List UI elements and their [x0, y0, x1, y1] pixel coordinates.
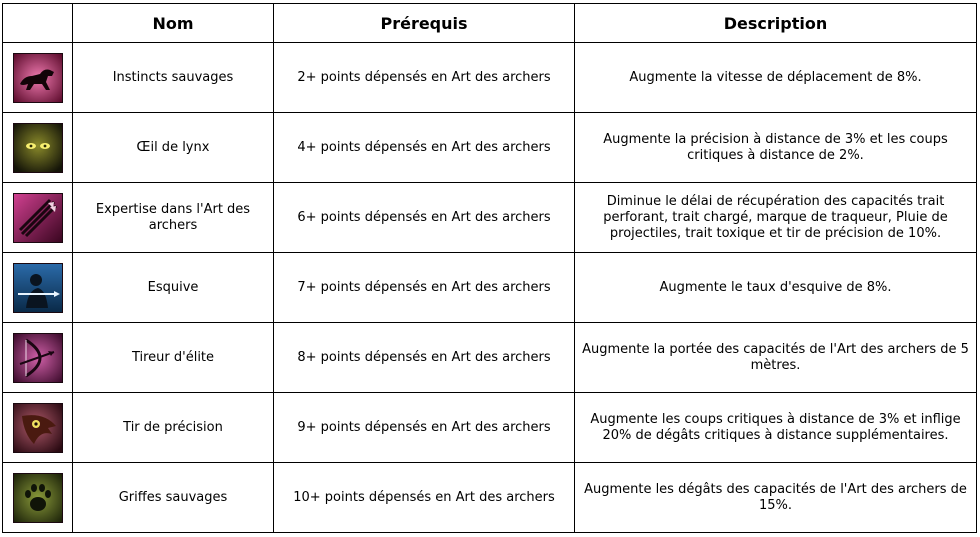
skill-prereq: 9+ points dépensés en Art des archers	[274, 393, 575, 463]
skill-prereq: 2+ points dépensés en Art des archers	[274, 43, 575, 113]
skill-name: Tireur d'élite	[73, 323, 274, 393]
table-row	[3, 393, 977, 463]
icon-cell	[3, 393, 73, 463]
skill-name: Instincts sauvages	[73, 43, 274, 113]
table-row	[3, 253, 977, 323]
table-row	[3, 43, 977, 113]
skill-description: Augmente la précision à distance de 3% et les coups critiques à distance de 2%.	[575, 113, 977, 183]
skill-description: Augmente la portée des capacités de l'Art des archers de 5 mètres.	[575, 323, 977, 393]
panther-icon	[13, 53, 63, 103]
skill-prereq: 8+ points dépensés en Art des archers	[274, 323, 575, 393]
icon-cell	[3, 183, 73, 253]
icon-cell	[3, 113, 73, 183]
skill-description: Augmente le taux d'esquive de 8%.	[575, 253, 977, 323]
skill-prereq: 6+ points dépensés en Art des archers	[274, 183, 575, 253]
table-row	[3, 113, 977, 183]
header-icon	[3, 4, 73, 43]
skill-name: Expertise dans l'Art des archers	[73, 183, 274, 253]
icon-cell	[3, 463, 73, 533]
skill-name: Œil de lynx	[73, 113, 274, 183]
skill-prereq: 10+ points dépensés en Art des archers	[274, 463, 575, 533]
bow-icon	[13, 333, 63, 383]
skill-description: Augmente la vitesse de déplacement de 8%.	[575, 43, 977, 113]
lynx-eyes-icon	[13, 123, 63, 173]
skill-description: Augmente les coups critiques à distance de 3% et inflige 20% de dégâts critiques à distance supplémentaires.	[575, 393, 977, 463]
dodge-icon	[13, 263, 63, 313]
icon-cell	[3, 323, 73, 393]
header-prereq: Prérequis	[274, 4, 575, 43]
hawk-icon	[13, 403, 63, 453]
header-row	[3, 4, 977, 43]
skill-description: Augmente les dégâts des capacités de l'Art des archers de 15%.	[575, 463, 977, 533]
skill-name: Esquive	[73, 253, 274, 323]
icon-cell	[3, 43, 73, 113]
icon-cell	[3, 253, 73, 323]
skill-name: Tir de précision	[73, 393, 274, 463]
skill-prereq: 7+ points dépensés en Art des archers	[274, 253, 575, 323]
skills-table	[2, 3, 977, 533]
table-row	[3, 463, 977, 533]
skill-name: Griffes sauvages	[73, 463, 274, 533]
table-row	[3, 183, 977, 253]
paw-print-icon	[13, 473, 63, 523]
skill-description: Diminue le délai de récupération des capacités trait perforant, trait chargé, marque de traqueur, Pluie de projectiles, trait toxique et tir de précision de 10%.	[575, 183, 977, 253]
skill-prereq: 4+ points dépensés en Art des archers	[274, 113, 575, 183]
header-description: Description	[575, 4, 977, 43]
header-name: Nom	[73, 4, 274, 43]
table-row	[3, 323, 977, 393]
arrow-volley-icon	[13, 193, 63, 243]
